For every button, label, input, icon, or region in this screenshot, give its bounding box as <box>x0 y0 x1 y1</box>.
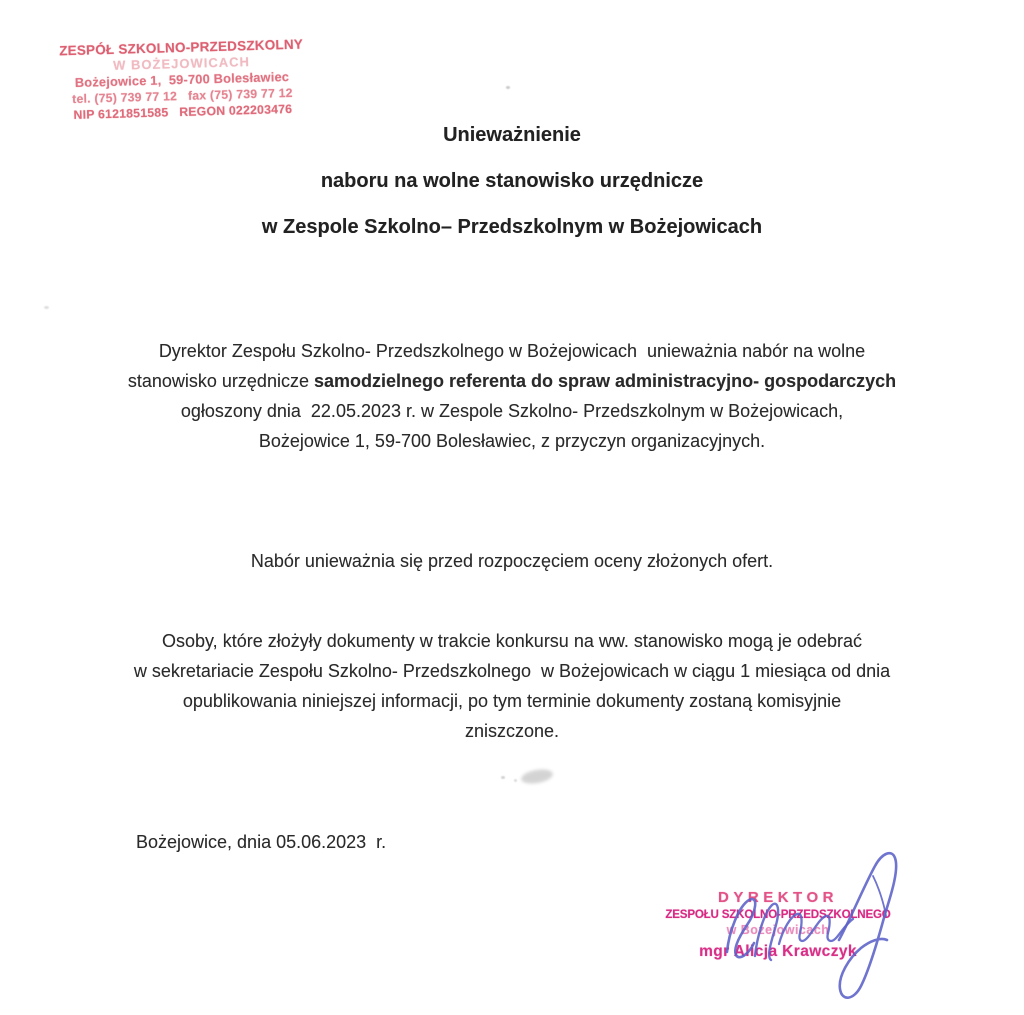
scan-speck <box>506 86 510 89</box>
paragraph-line: Dyrektor Zespołu Szkolno- Przedszkolnego w Bożejowicach unieważnia nabór na wolne <box>158 341 866 361</box>
stamp-nip-regon: NIP 6121851585 REGON 022203476 <box>73 101 293 123</box>
stamp-school-place: W BOŻEJOWICACH <box>112 54 251 73</box>
place-date-line: Bożejowice, dnia 05.06.2023 r. <box>136 832 387 852</box>
paragraph-before-evaluation: Nabór unieważnia się przed rozpoczęciem oceny złożonych ofert. <box>250 551 774 571</box>
paragraph-text: stanowisko urzędnicze <box>127 371 314 391</box>
handwritten-signature <box>683 846 921 1014</box>
paragraph-line <box>88 366 936 396</box>
stamp-address: Bożejowice 1, 59-700 Bolesławiec <box>74 69 290 90</box>
scan-speck <box>501 776 505 779</box>
paragraph-line: Bożejowice 1, 59-700 Bolesławiec, z przyczyn organizacyjnych. <box>258 431 766 451</box>
paragraph-line: zniszczone. <box>464 721 560 741</box>
paragraph-line: ogłoszony dnia 22.05.2023 r. w Zespole Szkolno- Przedszkolnym w Bożejowicach, <box>180 401 844 421</box>
paragraph-annulment <box>88 336 936 456</box>
position-name-bold: samodzielnego referenta do spraw administracyjno- gospodarczych <box>313 371 897 391</box>
scan-smudge <box>520 767 554 785</box>
scan-speck <box>514 779 517 782</box>
title-line-3: w Zespole Szkolno– Przedszkolnym w Bożejowicach <box>261 216 763 238</box>
paragraph-document-retrieval <box>88 626 936 746</box>
scan-speck <box>44 306 49 309</box>
paragraph-line: Osoby, które złożyły dokumenty w trakcie konkursu na ww. stanowisko mogą je odebrać <box>162 631 862 651</box>
stamp-place: w Bożejowicach <box>726 923 830 937</box>
paragraph-line: w sekretariacie Zespołu Szkolno- Przedszkolnego w Bożejowicach w ciągu 1 miesiąca od dnia <box>133 661 891 681</box>
document-title <box>0 112 1024 250</box>
stamp-director-name: mgr Alicja Krawczyk <box>699 943 857 960</box>
title-line-2: naboru na wolne stanowisko urzędnicze <box>320 170 704 192</box>
stamp-role: DYREKTOR <box>718 889 838 906</box>
stamp-school-name: ZESPÓŁ SZKOLNO-PRZEDSZKOLNY <box>58 36 304 59</box>
paragraph-line: opublikowania niniejszej informacji, po tym terminie dokumenty zostaną komisyjnie <box>182 691 842 711</box>
stamp-organization: ZESPOŁU SZKOLNO-PRZEDSZKOLNEGO <box>665 908 891 921</box>
school-header-stamp <box>47 36 317 123</box>
stamp-phone-fax: tel. (75) 739 77 12 fax (75) 739 77 12 <box>71 85 293 107</box>
title-line-1: Unieważnienie <box>443 124 581 146</box>
